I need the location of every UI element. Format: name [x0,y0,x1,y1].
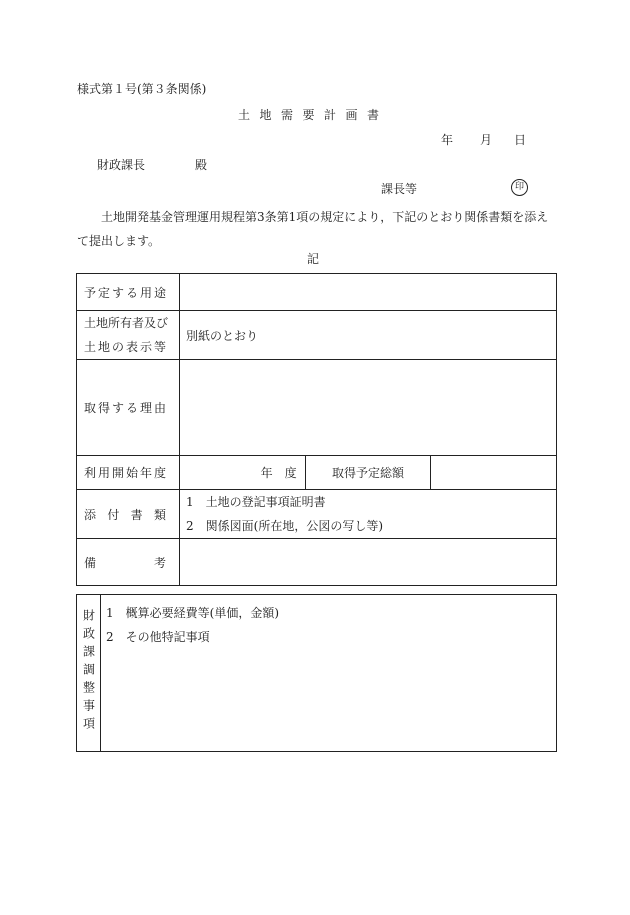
reason-value[interactable] [180,360,557,456]
attachments-label-cell [77,490,180,539]
owner-label-line-1: 土地所有者及び [84,316,169,330]
remarks-value[interactable] [180,539,557,586]
start-year-label-cell [77,456,180,490]
purpose-label-cell [77,274,180,311]
row-remarks [77,539,557,586]
document-title: 土地需要計画書 [238,108,389,122]
owner-value[interactable]: 別紙のとおり [180,311,557,360]
purpose-label: 予定する用途 [84,285,166,300]
sender: 課長等 [381,182,418,196]
attachments-cell [180,490,557,539]
remarks-label: 備考 [84,555,166,570]
body-text: 土地開発基金管理運用規程第3条第1項の規定により，下記のとおり関係書類を添えて提出します。 [77,210,549,248]
seal-icon: 印 [511,179,528,196]
addressee: 財政課長 [97,158,146,172]
reason-label-cell [77,360,180,456]
row-purpose [77,274,557,311]
attachment-item: 2 関係図面(所在地，公図の写し等) [186,519,383,533]
date-day-label: 日 [514,133,527,147]
attachment-item: 1 土地の登記事項証明書 [186,495,326,509]
owner-label-cell [77,311,180,360]
total-value[interactable] [431,456,557,490]
adjustment-label: 財政課調整事項 [81,608,96,735]
ki-heading: 記 [307,252,320,266]
adjustment-item: 2 その他特記事項 [106,630,210,644]
adjustment-table [76,594,557,752]
row-reason [77,360,557,456]
purpose-value[interactable] [180,274,557,311]
start-year-value[interactable]: 年 度 [180,456,306,490]
plan-table [76,273,557,586]
total-label: 取得予定総額 [305,456,431,490]
start-year-label: 利用開始年度 [84,466,166,480]
honorific: 殿 [195,158,208,172]
attachments-label: 添付書類 [84,507,166,522]
adjustment-label-cell [77,595,101,752]
form-number: 様式第１号(第３条関係) [77,82,207,96]
adjustment-row [77,595,557,752]
adjustment-item: 1 概算必要経費等(単価，金額) [106,606,279,620]
remarks-label-cell [77,539,180,586]
date-year-label: 年 [441,133,454,147]
row-start-year [77,456,557,490]
owner-label-line-2: 土地の表示等 [84,340,166,354]
row-owner [77,311,557,360]
reason-label: 取得する理由 [84,401,166,415]
date-month-label: 月 [480,133,493,147]
adjustment-content[interactable] [101,595,557,752]
row-attachments [77,490,557,539]
